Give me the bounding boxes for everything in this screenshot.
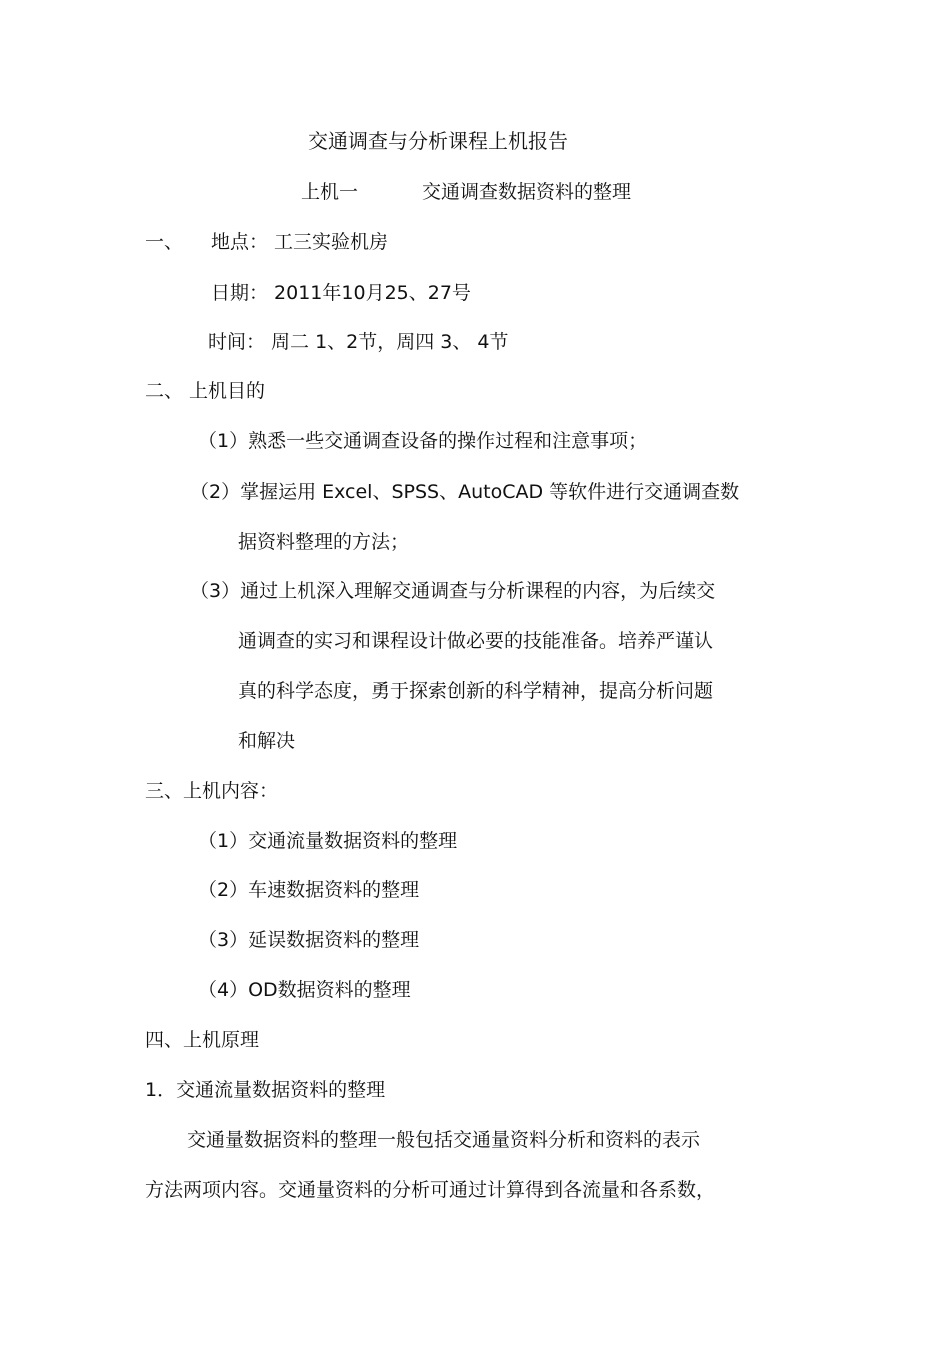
content-item-3: （3）延误数据资料的整理 [198,929,420,951]
section-1-number: 一、 [145,231,184,253]
purpose-item-3-line-2: 通调查的实习和课程设计做必要的技能准备。培养严谨认 [238,630,714,652]
purpose-item-2-line-1: （2）掌握运用 Excel、SPSS、AutoCAD 等软件进行交通调查数 [190,481,740,503]
content-item-1: （1）交通流量数据资料的整理 [198,830,458,852]
paragraph-line-1: 交通量数据资料的整理一般包括交通量资料分析和资料的表示 [187,1129,701,1151]
section-3-heading: 三、上机内容： [145,780,279,802]
location-line: 地点： 工三实验机房 [211,231,389,253]
content-item-2: （2）车速数据资料的整理 [198,879,420,901]
purpose-item-3-line-1: （3）通过上机深入理解交通调查与分析课程的内容，为后续交 [190,580,716,602]
purpose-item-3-line-3: 真的科学态度，勇于探索创新的科学精神，提高分析问题 [238,680,714,702]
purpose-item-1: （1）熟悉一些交通调查设备的操作过程和注意事项； [198,430,648,452]
section-2-heading: 二、 上机目的 [145,380,266,402]
page-title: 交通调查与分析课程上机报告 [308,129,568,153]
paragraph-line-2: 方法两项内容。交通量资料的分析可通过计算得到各流量和各系数， [145,1179,716,1201]
subsection-1-heading: 1．交通流量数据资料的整理 [145,1079,386,1101]
subtitle-prefix: 上机一 [301,181,359,203]
purpose-item-3-line-4: 和解决 [238,730,296,752]
date-line: 日期： 2011年10月25、27号 [211,282,471,304]
subtitle-text: 交通调查数据资料的整理 [422,181,632,203]
purpose-item-2-line-2: 据资料整理的方法； [238,531,410,553]
subtitle-row [301,180,631,204]
time-line: 时间： 周二 1、2节，周四 3、 4节 [208,331,509,353]
section-4-heading: 四、上机原理 [145,1029,260,1051]
content-item-4: （4）OD数据资料的整理 [198,979,411,1001]
